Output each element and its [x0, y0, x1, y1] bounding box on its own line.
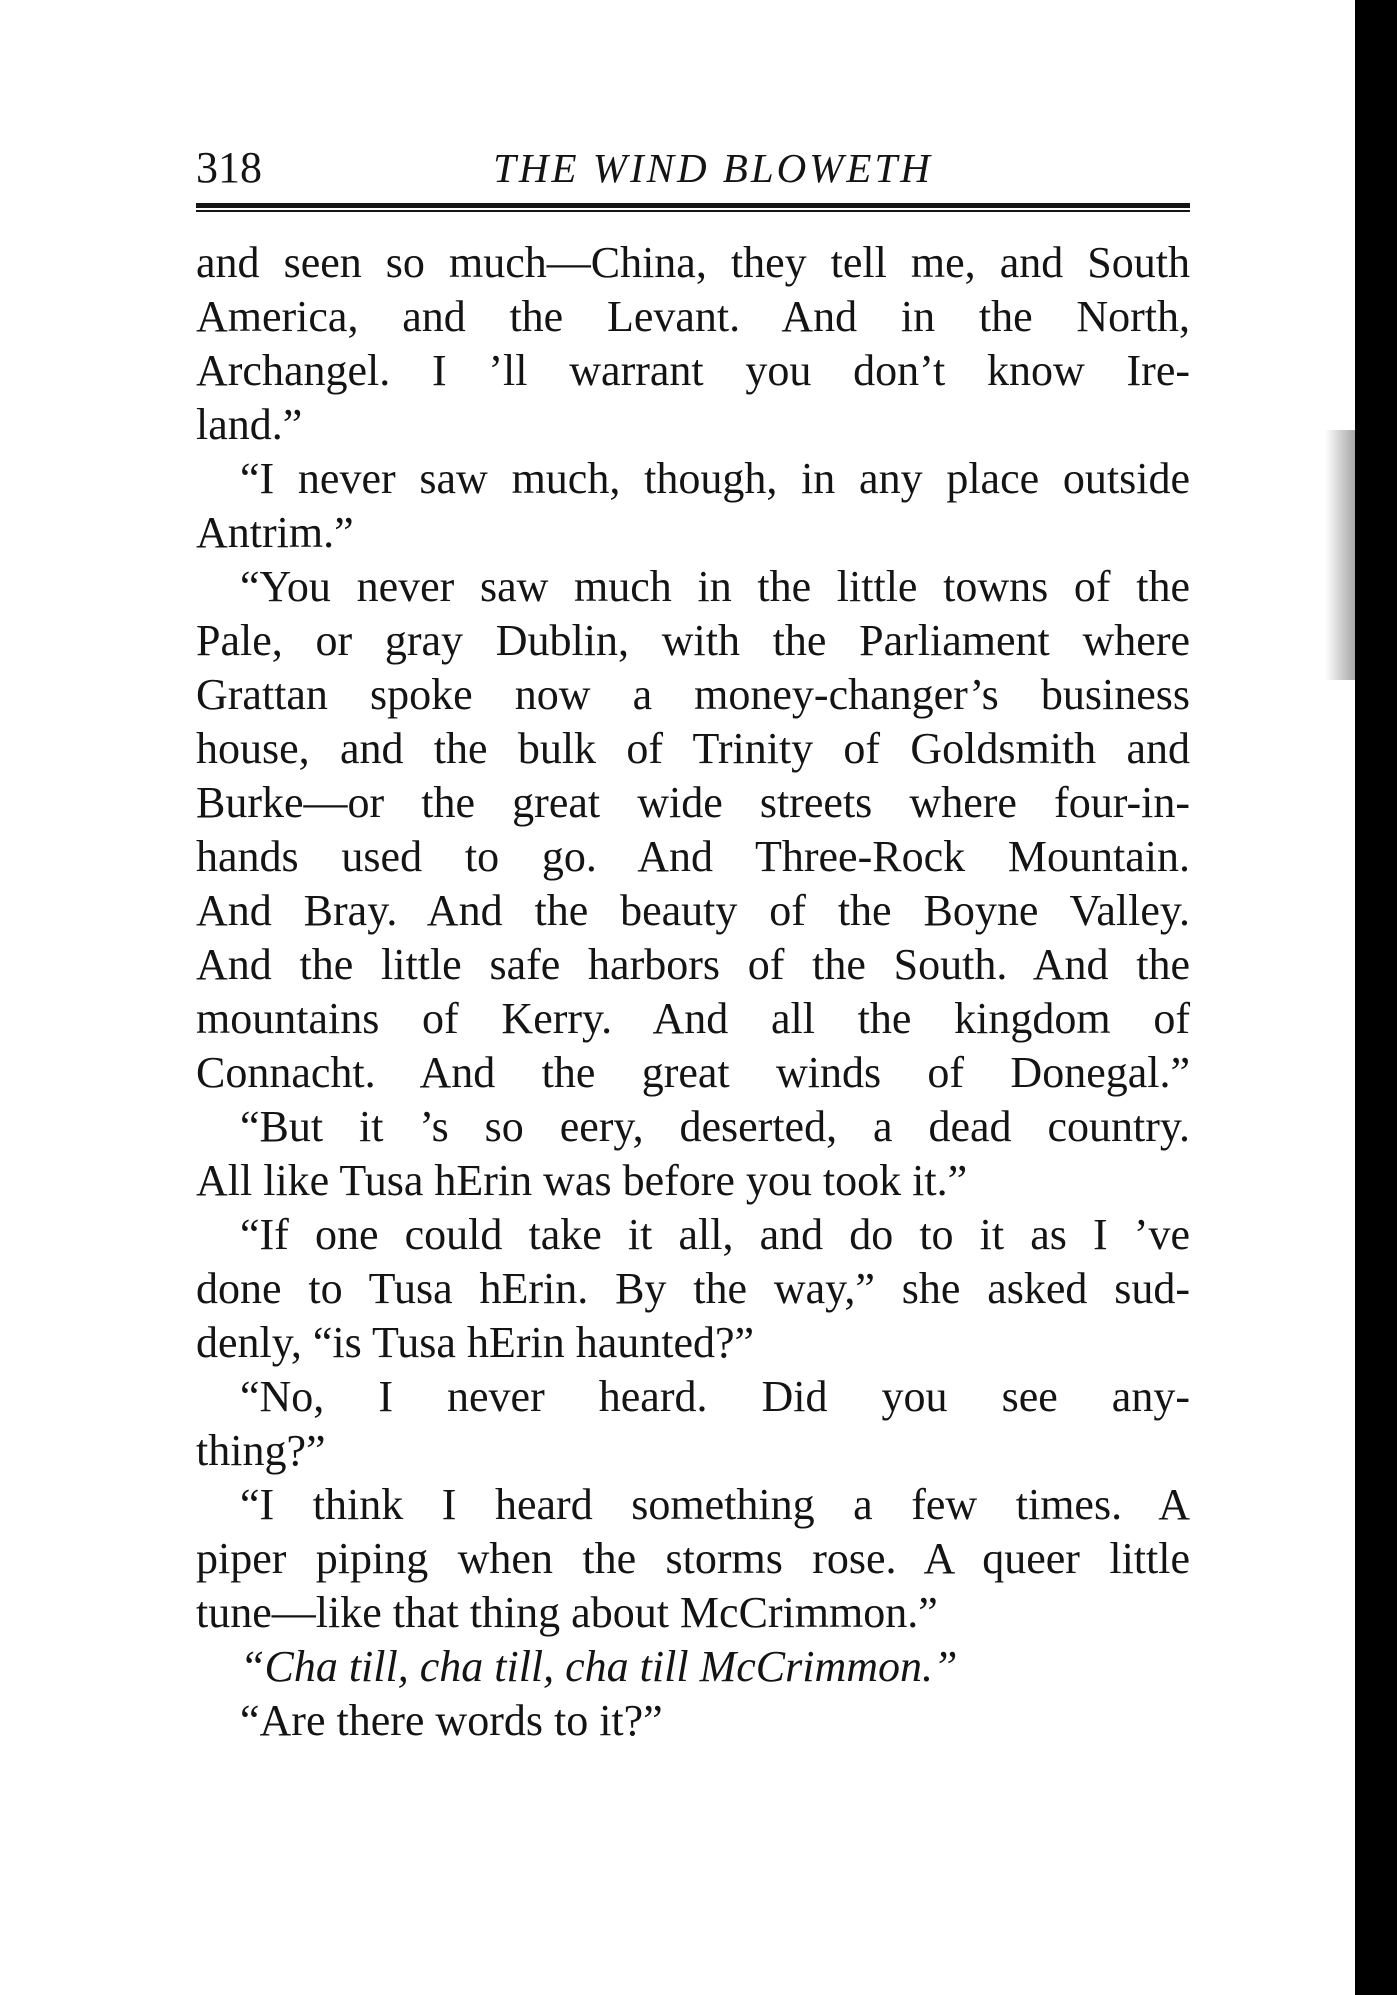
- text-line: “You never saw much in the little towns of the: [240, 562, 1190, 611]
- text-line: America, and the Levant. And in the North,: [196, 292, 1190, 341]
- text-line: And Bray. And the beauty of the Boyne Valley.: [196, 886, 1190, 935]
- text-line: house, and the bulk of Trinity of Goldsmith and: [196, 724, 1190, 773]
- text-line: land.”: [196, 400, 303, 449]
- text-line: mountains of Kerry. And all the kingdom of: [196, 994, 1190, 1043]
- text-line: done to Tusa hErin. By the way,” she asked sud-: [196, 1264, 1190, 1313]
- text-line: denly, “is Tusa hErin haunted?”: [196, 1318, 755, 1367]
- text-line: thing?”: [196, 1426, 326, 1475]
- text-line: “Are there words to it?”: [240, 1696, 663, 1745]
- running-title: THE WIND BLOWETH: [493, 145, 933, 191]
- text-line: And the little safe harbors of the South. And the: [196, 940, 1190, 989]
- text-line: piper piping when the storms rose. A queer little: [196, 1534, 1190, 1583]
- page-edge-shadow: [1355, 0, 1397, 1995]
- text-line: “I never saw much, though, in any place outside: [240, 454, 1190, 503]
- text-line: Pale, or gray Dublin, with the Parliament where: [196, 616, 1190, 665]
- text-line: Burke—or the great wide streets where four-in-: [196, 778, 1190, 827]
- text-line: “I think I heard something a few times. A: [240, 1480, 1190, 1529]
- text-line: Grattan spoke now a money-changer’s business: [196, 670, 1190, 719]
- page-edge-speckle: [1325, 430, 1355, 680]
- text-line: Connacht. And the great winds of Donegal.”: [196, 1048, 1190, 1097]
- text-line: “But it ’s so eery, deserted, a dead country.: [240, 1102, 1190, 1151]
- text-line: and seen so much—China, they tell me, and South: [196, 238, 1190, 287]
- text-line: tune—like that thing about McCrimmon.”: [196, 1588, 938, 1637]
- text-line: All like Tusa hErin was before you took it.”: [196, 1156, 968, 1205]
- page-number: 318: [196, 143, 262, 192]
- text-line: Archangel. I ’ll warrant you don’t know Ire-: [196, 346, 1190, 395]
- body-text: [196, 236, 1190, 1748]
- text-line: hands used to go. And Three-Rock Mountain.: [196, 832, 1190, 881]
- text-line: “No, I never heard. Did you see any-: [240, 1372, 1190, 1421]
- text-line: “Cha till, cha till, cha till McCrimmon.”: [240, 1642, 958, 1691]
- page-header: [196, 138, 1190, 198]
- text-line: Antrim.”: [196, 508, 354, 557]
- text-line: “If one could take it all, and do to it as I ’ve: [240, 1210, 1190, 1259]
- header-rule: [196, 203, 1190, 212]
